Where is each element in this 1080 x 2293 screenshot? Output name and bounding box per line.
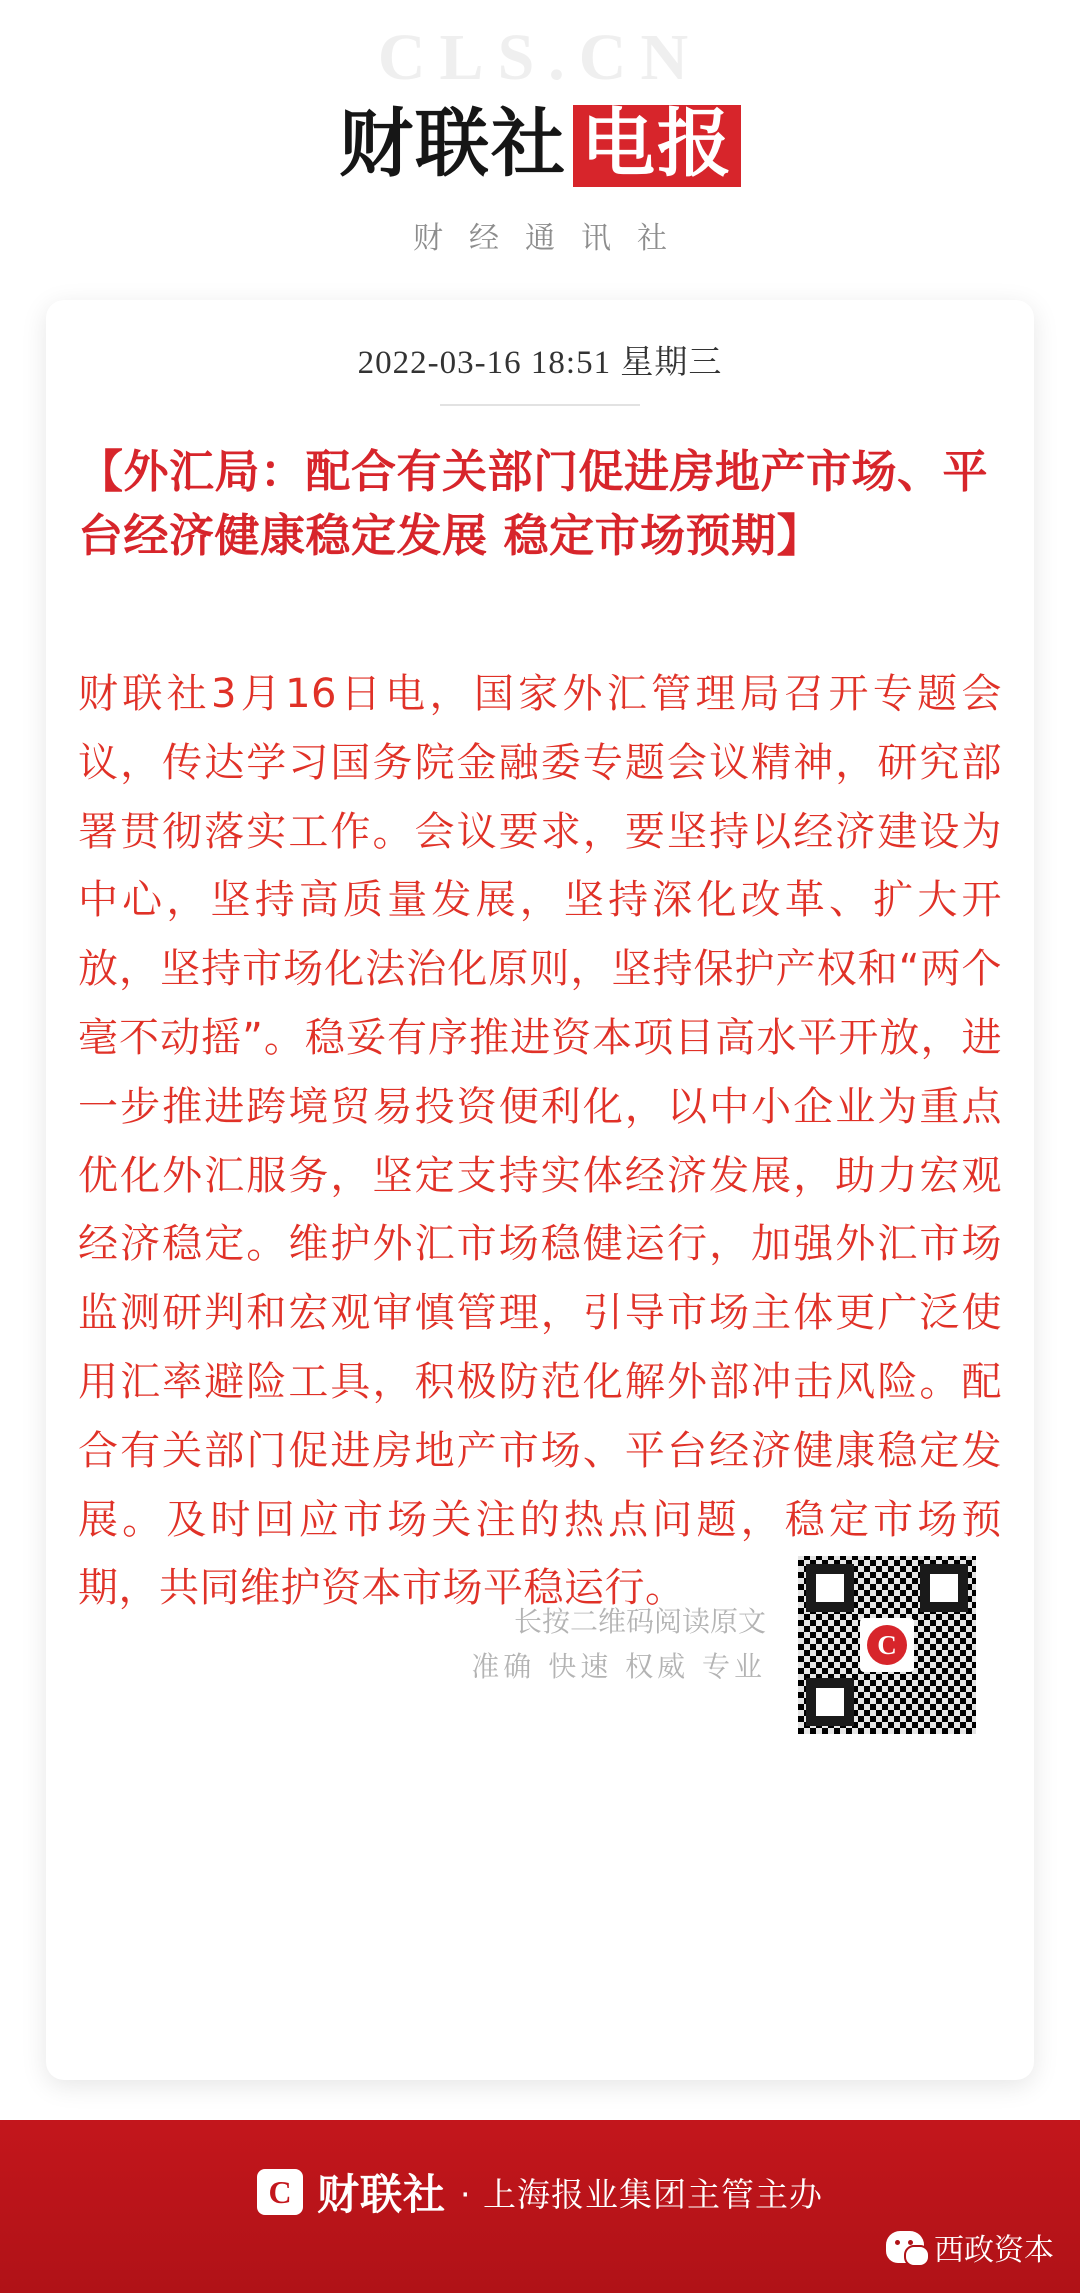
cls-logo-icon: C (867, 1625, 907, 1665)
article-headline: 【外汇局：配合有关部门促进房地产市场、平台经济健康稳定发展 稳定市场预期】 (78, 445, 989, 562)
qr-caption-line2: 准确 快速 权威 专业 (471, 1649, 766, 1683)
qr-code[interactable] (792, 1550, 982, 1740)
masthead (0, 101, 1080, 257)
qr-finder-bottom-left (806, 1678, 854, 1726)
poster-footer (0, 2120, 1080, 2293)
article-card (46, 300, 1034, 2080)
masthead-subtitle: 财经通讯社 (413, 221, 693, 257)
qr-finder-top-left (806, 1564, 854, 1612)
qr-caption (466, 1600, 766, 1690)
masthead-logo (0, 101, 1080, 187)
cls-logo-icon-footer: C (257, 2169, 303, 2215)
wechat-icon (886, 2231, 924, 2263)
wechat-account-chip (886, 2225, 1054, 2269)
article-datetime: 2022-03-16 18:51 星期三 (357, 345, 723, 381)
qr-center-logo (860, 1618, 914, 1672)
site-watermark: CLS.CN (377, 21, 703, 94)
qr-caption-line1: 长按二维码阅读原文 (513, 1605, 766, 1638)
footer-branding (0, 2162, 1080, 2222)
masthead-name-black: 财联社 (339, 101, 567, 187)
footer-sponsor-text: · 上海报业集团主管主办 (460, 2174, 823, 2214)
footer-brand-name: 财联社 (317, 2170, 447, 2219)
article-body: 财联社3月16日电，国家外汇管理局召开专题会议，传达学习国务院金融委专题会议精神，研究部署贯彻落实工作。会议要求，要坚持以经济建设为中心，坚持高质量发展，坚持深化改革、扩大开放，坚持市场化法治化原则，坚持保护产权和“两个毫不动摇”。稳妥有序推进资本项目高水平开放，进一步推进跨境贸易投资便利化，以中小企业为重点优化外汇服务，坚定支持实体经济发展，助力宏观经济稳定。维护外汇市场稳健运行，加强外汇市场监测研判和宏观审慎管理，引导市场主体更广泛使用汇率避险工具，积极防范化解外部冲击风险。配合有关部门促进房地产市场、平台经济健康稳定发展。及时回应市场关注的热点问题，稳定市场预期，共同维护资本市场平稳运行。 (78, 671, 1002, 1612)
wechat-account-name: 西政资本 (934, 2233, 1054, 2268)
masthead-name-red: 电报 (573, 105, 741, 187)
qr-finder-top-right (920, 1564, 968, 1612)
datetime-divider (440, 404, 640, 406)
